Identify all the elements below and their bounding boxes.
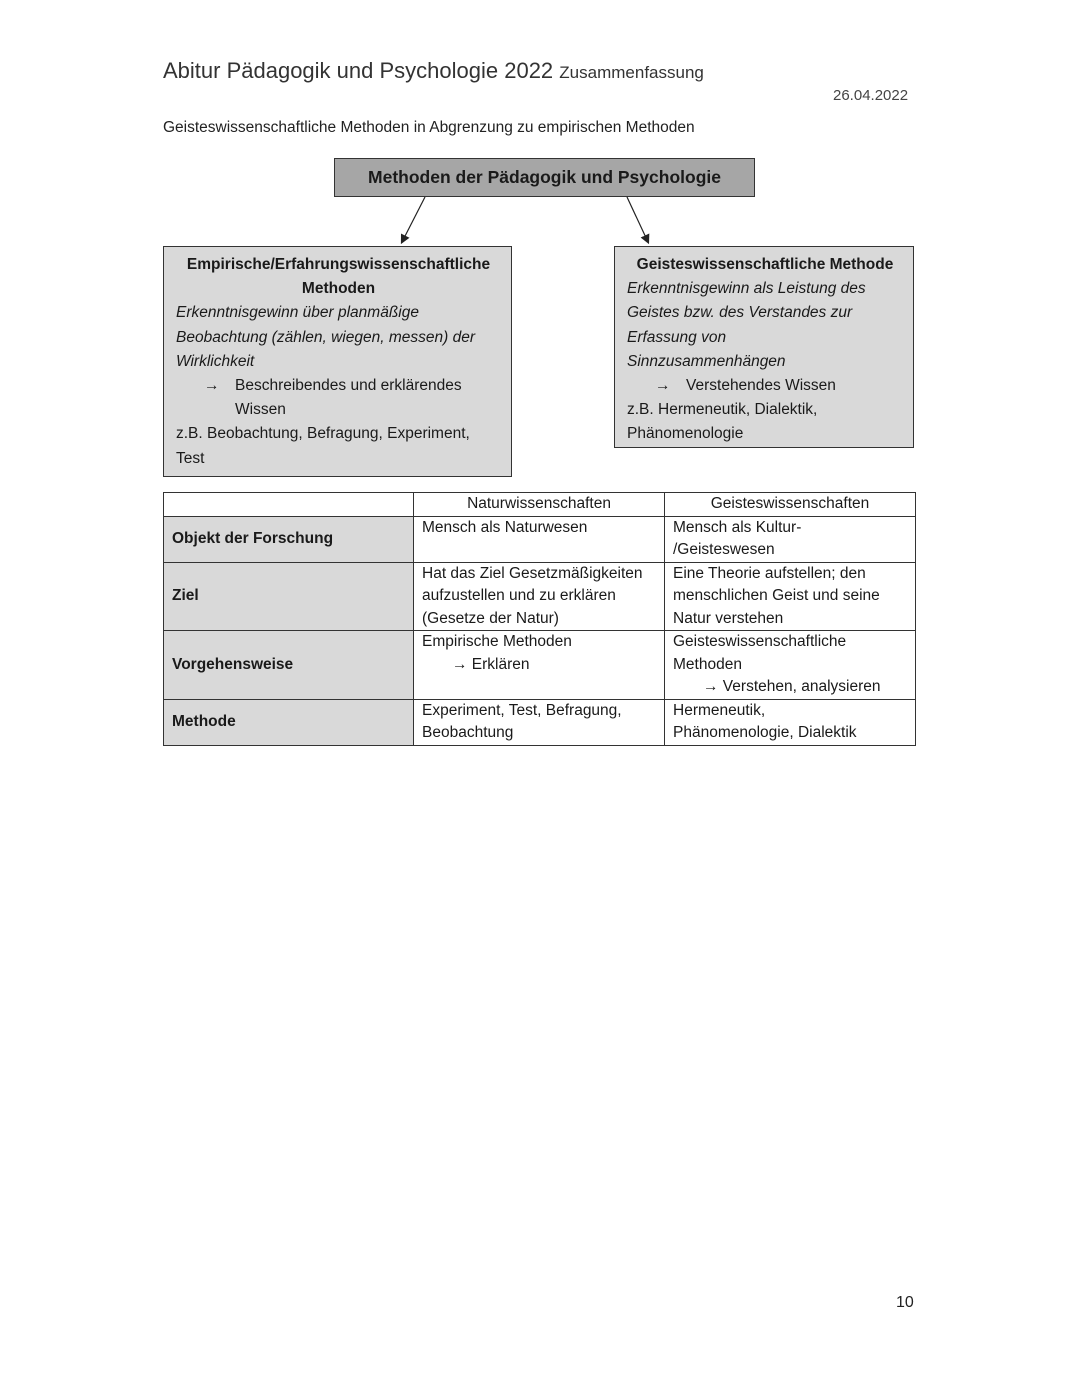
cell-arrow-line: → Erklären [452,655,530,673]
humanities-examples-line2: Phänomenologie [627,425,744,443]
document-date: 26.04.2022 [833,87,909,104]
diagram-root-box: Methoden der Pädagogik und Psychologie [334,158,755,197]
arrow-right-icon: → [204,377,220,395]
cell-line: Empirische Methoden [422,633,572,650]
cell-line: /Geisteswesen [673,541,775,558]
row-label-ziel: Ziel [164,562,414,631]
empirical-examples-line2: Test [176,449,205,467]
arrow-right-icon: → [655,377,671,395]
humanities-desc-line4: Sinnzusammenhängen [627,352,786,370]
row-label-objekt: Objekt der Forschung [164,516,414,562]
table-row [164,631,916,700]
comparison-table [163,492,916,746]
cell-ziel-natur [414,562,665,631]
empirical-result-line2: Wissen [235,401,286,419]
table-row [164,562,916,631]
humanities-desc-line3: Erfassung von [627,328,727,346]
empirical-result [176,374,501,422]
table-row [164,699,916,745]
cell-line: aufzustellen und zu erklären [422,587,616,604]
empirical-examples-line1: z.B. Beobachtung, Befragung, Experiment, [176,425,470,443]
cell-line: Phänomenologie, Dialektik [673,724,857,741]
humanities-title: Geisteswissenschaftliche Methode [636,256,894,273]
row-label-vorgehensweise: Vorgehensweise [164,631,414,700]
cell-line: Hat das Ziel Gesetzmäßigkeiten [422,564,643,582]
cell-methode-geist [665,699,916,745]
arrow-to-humanities [627,197,648,242]
humanities-desc-line1: Erkenntnisgewinn als Leistung des [627,280,866,298]
empirical-result-line1: Beschreibendes und erklärendes [235,377,462,395]
section-heading: Geisteswissenschaftliche Methoden in Abgrenzung zu empirischen Methoden [163,119,695,136]
cell-line: Eine Theorie aufstellen; den [673,564,866,582]
cell-line: Geisteswissenschaftliche [673,633,847,650]
cell-methode-natur [414,699,665,745]
empirical-desc-line3: Wirklichkeit [176,352,255,370]
table-header-geist: Geisteswissenschaften [665,493,916,517]
table-row [164,516,916,562]
cell-line: Natur verstehen [673,609,784,627]
document-title [163,58,704,84]
empirical-title-line2: Methoden [301,280,376,298]
cell-line: Hermeneutik, [673,701,766,719]
table-header-empty [164,493,414,517]
cell-line: Mensch als Naturwesen [422,518,588,536]
table-header-row [164,493,916,517]
cell-line: Methoden [673,655,742,673]
cell-objekt-natur [414,516,665,562]
cell-objekt-geist [665,516,916,562]
empirical-methods-box [163,246,512,477]
humanities-method-box [614,246,914,448]
cell-line: menschlichen Geist und seine [673,587,880,604]
humanities-result [627,374,903,398]
arrow-to-empirical [402,197,425,242]
empirical-desc-line1: Erkenntnisgewinn über planmäßige [176,304,419,322]
cell-arrow-line: → Verstehen, analysieren [703,678,881,695]
empirical-desc-line2: Beobachtung (zählen, wiegen, messen) der [176,328,475,346]
cell-line: (Gesetze der Natur) [422,609,559,627]
cell-ziel-geist [665,562,916,631]
page-number: 10 [896,1294,914,1311]
cell-line: Mensch als Kultur- [673,518,802,536]
cell-line: Beobachtung [422,724,514,741]
cell-vorgehen-geist [665,631,916,700]
humanities-examples-line1: z.B. Hermeneutik, Dialektik, [627,401,818,419]
cell-line: Experiment, Test, Befragung, [422,701,622,719]
humanities-desc-line2: Geistes bzw. des Verstandes zur [627,304,853,322]
document-title-main: Abitur Pädagogik und Psychologie 2022 [163,58,554,83]
cell-vorgehen-natur [414,631,665,700]
empirical-title-line1: Empirische/Erfahrungswissenschaftliche [186,256,491,273]
humanities-result-text: Verstehendes Wissen [686,377,836,395]
table-header-natur: Naturwissenschaften [414,493,665,517]
document-subtitle: Zusammenfassung [559,63,704,82]
row-label-methode: Methode [164,699,414,745]
